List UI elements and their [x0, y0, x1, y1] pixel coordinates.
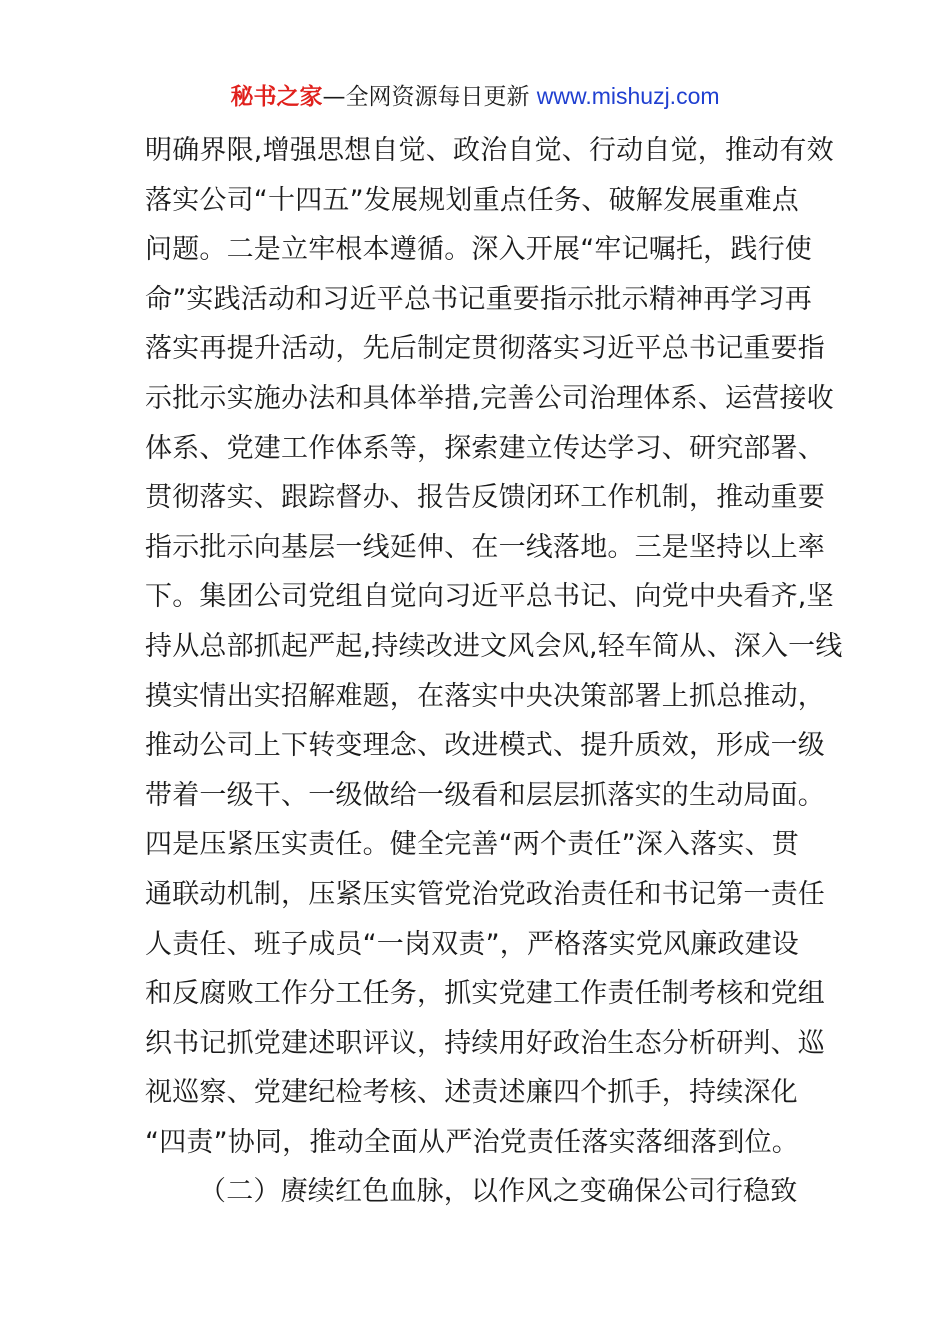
document-body — [145, 126, 843, 1217]
text-line: 体系、党建工作体系等，探索建立传达学习、研究部署、 — [145, 432, 825, 464]
text-line: 通联动机制，压紧压实管党治党政治责任和书记第一责任 — [145, 878, 825, 910]
text-line: 带着一级干、一级做给一级看和层层抓落实的生动局面。 — [145, 779, 825, 811]
header-tagline: —全网资源每日更新 — [322, 84, 537, 110]
text-line: 人责任、班子成员“一岗双责”，严格落实党风廉政建设 — [145, 928, 799, 960]
text-line: 问题。二是立牢根本遵循。深入开展“牢记嘱托，践行使 — [145, 234, 812, 266]
text-line: 织书记抓党建述职评议，持续用好政治生态分析研判、巡 — [145, 1027, 825, 1059]
website-link[interactable]: www.mishuzj.com — [536, 83, 720, 109]
brand-name: 秘书之家 — [230, 84, 323, 110]
page-header — [0, 80, 950, 113]
text-line: 推动公司上下转变理念、改进模式、提升质效，形成一级 — [145, 730, 825, 762]
text-line: “四责”协同，推动全面从严治党责任落实落细落到位。 — [145, 1126, 799, 1158]
text-line: 落实公司“十四五”发展规划重点任务、破解发展重难点 — [145, 184, 799, 216]
text-line: 持从总部抓起严起,持续改进文风会风,轻车简从、深入一线 — [145, 630, 843, 662]
text-line: 指示批示向基层一线延伸、在一线落地。三是坚持以上率 — [145, 531, 825, 563]
text-line: 下。集团公司党组自觉向习近平总书记、向党中央看齐,坚 — [145, 581, 834, 613]
text-line: 四是压紧压实责任。健全完善“两个责任”深入落实、贯 — [145, 829, 799, 861]
text-line: 贯彻落实、跟踪督办、报告反馈闭环工作机制，推动重要 — [145, 482, 825, 514]
text-line: 命”实践活动和习近平总书记重要指示批示精神再学习再 — [145, 283, 812, 315]
section-heading: （二）赓续红色血脉，以作风之变确保公司行稳致 — [199, 1176, 798, 1208]
text-line: 视巡察、党建纪检考核、述责述廉四个抓手，持续深化 — [145, 1077, 798, 1109]
text-line: 和反腐败工作分工任务，抓实党建工作责任制考核和党组 — [145, 978, 825, 1010]
text-line: 示批示实施办法和具体举措,完善公司治理体系、运营接收 — [145, 382, 834, 414]
text-line: 明确界限,增强思想自觉、政治自觉、行动自觉，推动有效 — [145, 135, 834, 166]
text-line: 摸实情出实招解难题，在落实中央决策部署上抓总推动， — [145, 680, 825, 712]
text-line: 落实再提升活动，先后制定贯彻落实习近平总书记重要指 — [145, 333, 825, 365]
